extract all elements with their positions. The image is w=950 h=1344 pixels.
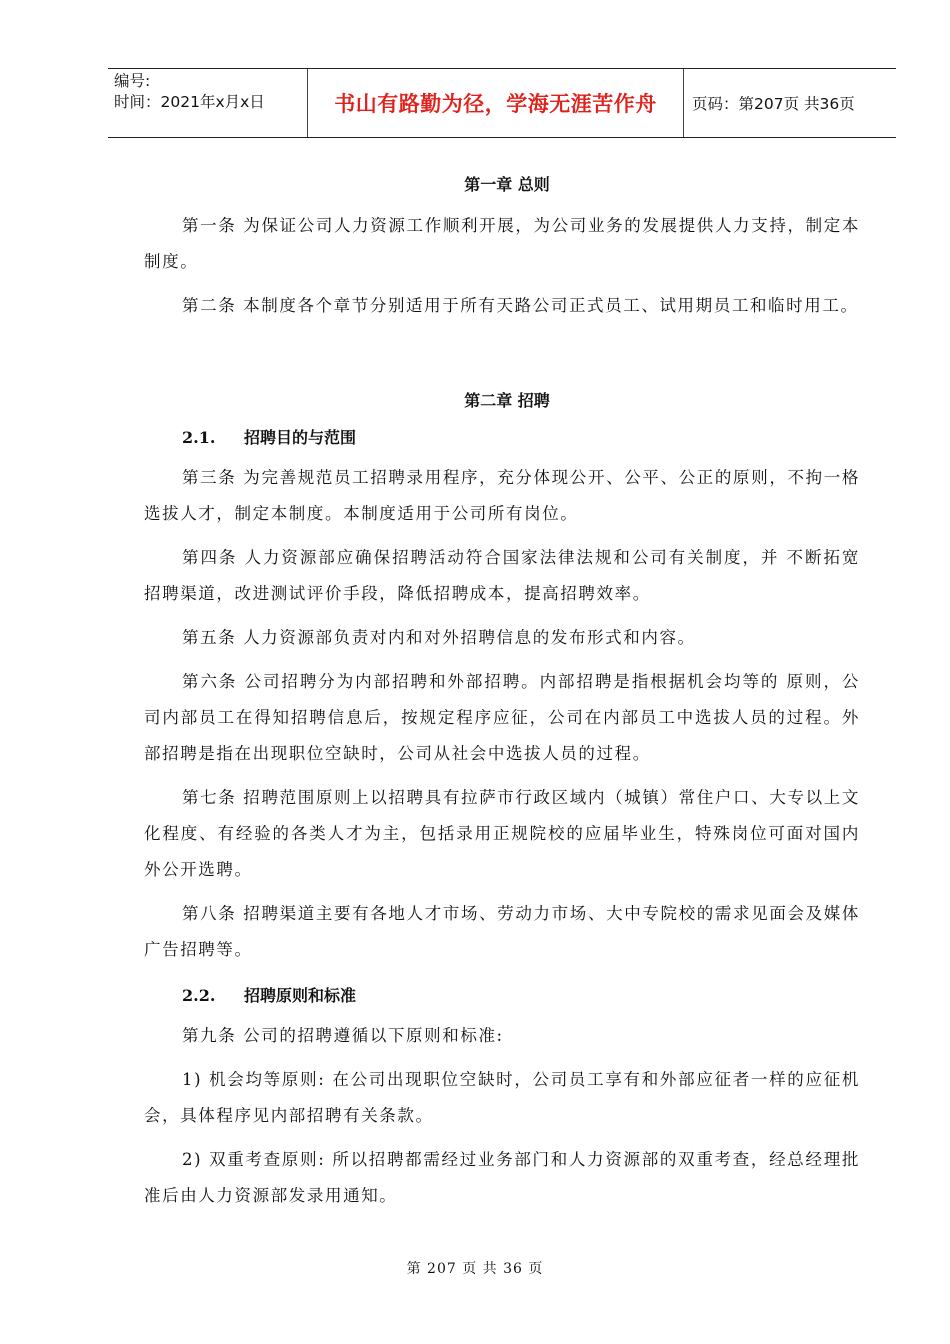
article-4: 第四条 人力资源部应确保招聘活动符合国家法律法规和公司有关制度，并 不断拓宽招聘渠道，改进测试评价手段，降低招聘成本，提高招聘效率。	[144, 548, 860, 603]
chapter-2-title: 第二章 招聘	[464, 391, 550, 410]
document-body	[144, 170, 860, 1214]
article-9: 第九条 公司的招聘遵循以下原则和标准:	[182, 1026, 504, 1045]
section-2-1-heading	[144, 424, 860, 452]
section-2-2-heading	[144, 982, 860, 1010]
document-date-label: 时间：2021年x月x日	[114, 93, 265, 111]
page-header	[108, 68, 896, 138]
section-2-2-number: 2.2.	[182, 986, 216, 1005]
article-2: 第二条 本制度各个章节分别适用于所有天路公司正式员工、试用期员工和临时用工。	[182, 296, 859, 315]
principle-2: 2) 双重考查原则: 所以招聘都需经过业务部门和人力资源部的双重考查，经总经理批准后由人力资源部发录用通知。	[144, 1150, 860, 1205]
article-1: 第一条 为保证公司人力资源工作顺利开展，为公司业务的发展提供人力支持，制定本制度。	[144, 216, 860, 271]
header-meta	[108, 69, 308, 137]
principle-1: 1) 机会均等原则: 在公司出现职位空缺时，公司员工享有和外部应征者一样的应征机会，具体程序见内部招聘有关条款。	[144, 1070, 860, 1125]
article-8: 第八条 招聘渠道主要有各地人才市场、劳动力市场、大中专院校的需求见面会及媒体广告招聘等。	[144, 904, 860, 959]
page-footer: 第 207 页 共 36 页	[406, 1261, 544, 1277]
article-7: 第七条 招聘范围原则上以招聘具有拉萨市行政区域内（城镇）常住户口、大专以上文化程度、有经验的各类人才为主，包括录用正规院校的应届毕业生，特殊岗位可面对国内外公开选聘。	[144, 788, 860, 879]
article-5: 第五条 人力资源部负责对内和对外招聘信息的发布形式和内容。	[182, 628, 696, 647]
article-6: 第六条 公司招聘分为内部招聘和外部招聘。内部招聘是指根据机会均等的 原则，公司内部员工在得知招聘信息后，按规定程序应征，公司在内部员工中选拔人员的过程。外部招聘是指在出现职位空缺时，公司从社会中选拔人员的过程。	[144, 672, 860, 763]
article-3: 第三条 为完善规范员工招聘录用程序，充分体现公开、公平、公正的原则，不拘一格选拔人才，制定本制度。本制度适用于公司所有岗位。	[144, 468, 860, 523]
section-2-2-title: 招聘原则和标准	[244, 986, 357, 1005]
section-2-1-number: 2.1.	[182, 428, 216, 447]
document-number-label: 编号:	[114, 72, 151, 90]
chapter-1-title: 第一章 总则	[464, 175, 550, 194]
header-page-info: 页码：第207页 共36页	[692, 95, 855, 113]
header-motto: 书山有路勤为径，学海无涯苦作舟	[308, 69, 684, 137]
section-2-1-title: 招聘目的与范围	[244, 428, 357, 447]
